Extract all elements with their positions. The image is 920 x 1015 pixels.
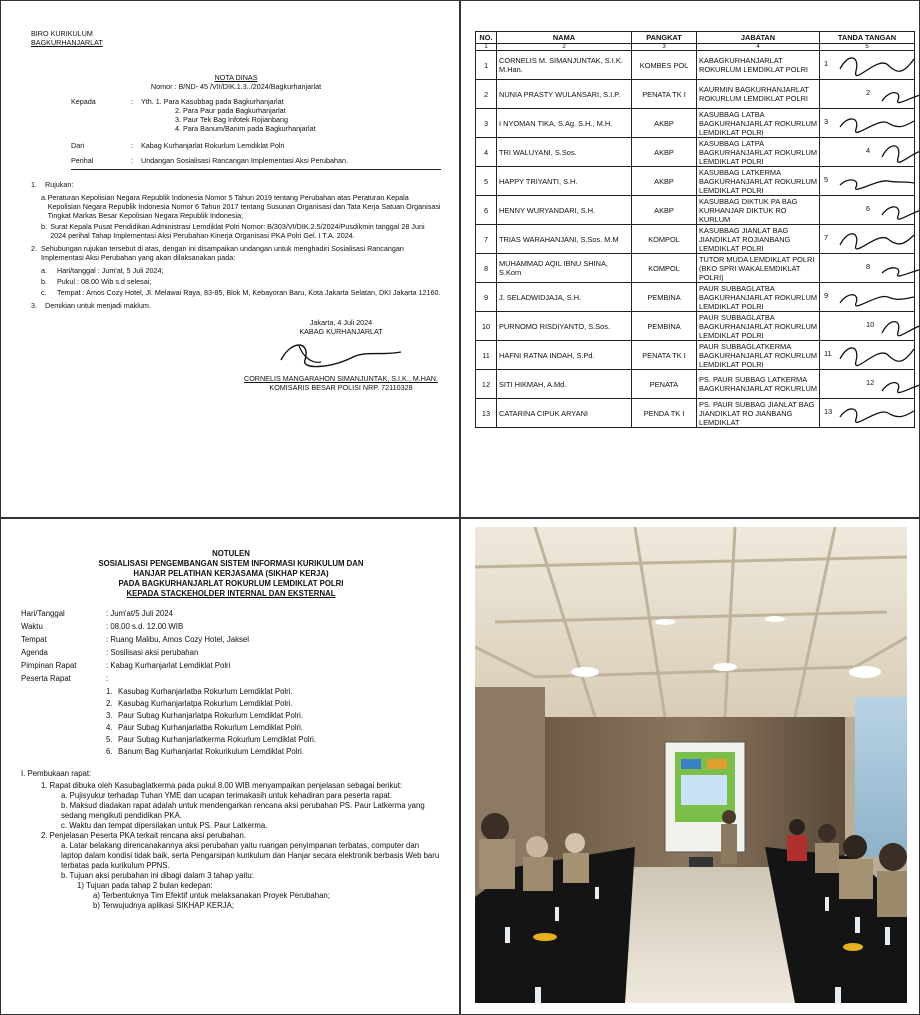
- notulen-s2b1b: b) Terwujudnya aplikasi SIKHAP KERJA;: [93, 901, 234, 910]
- attendance-pangkat: AKBP: [632, 138, 697, 167]
- attendance-jabatan: KASUBBAG LATKERMA BAGKURHANJARLAT ROKURLUM LEMDIKLAT POLRI: [697, 167, 820, 196]
- notulen-panel: [0, 518, 460, 1015]
- memo-perihal-label: Perihal: [71, 156, 94, 165]
- notulen-s1: 1. Rapat dibuka oleh Kasubaglatkerma pada pukul 8.00 WIB menyampaikan penjelasan sebagai berikut:: [41, 781, 403, 790]
- handwritten-signature-icon: [838, 225, 918, 253]
- handwritten-signature-icon: [838, 167, 918, 195]
- notulen-field-value: : Sosilisasi aksi perubahan: [106, 648, 199, 657]
- attendance-row: [476, 51, 915, 80]
- memo-sig-rank: KOMISARIS BESAR POLISI NRP. 72110328: [269, 383, 413, 392]
- attendance-index-row: [476, 44, 915, 51]
- memo-pukul: b. Pukul : 08.00 Wib s.d selesai;: [41, 277, 152, 286]
- handwritten-signature-icon: [880, 80, 920, 108]
- memo-kepada-item: 4. Para Banum/Banim pada Bagkurhanjarlat: [175, 124, 316, 133]
- nota-dinas-panel: [0, 0, 460, 518]
- notulen-field-value: :: [106, 674, 109, 683]
- attendance-row: [476, 283, 915, 312]
- attendance-row: [476, 399, 915, 428]
- notulen-peserta-text: Paur Subag Kurhanjarlatkerma Rokurlum Lemdiklat Polri.: [118, 735, 317, 744]
- nota-dinas: [31, 29, 441, 392]
- handwritten-signature-icon: [838, 109, 918, 137]
- memo-place-date: Jakarta, 4 Juli 2024: [309, 318, 373, 327]
- handwritten-signature-icon: [880, 254, 920, 282]
- attendance-no: 10: [476, 312, 497, 341]
- attendance-row: [476, 254, 915, 283]
- notulen-field: [21, 661, 441, 671]
- notulen-peserta-text: Kasubag Kurhanjarlatba Rokurlum Lemdiklat Polri.: [118, 687, 293, 696]
- attendance-nama: HENNY WURYANDARI, S.H.: [497, 196, 632, 225]
- attendance-signature-cell: [820, 399, 915, 428]
- attendance-nama: PURNOMO RISDIYANTO, S.Sos.: [497, 312, 632, 341]
- notulen-field: [21, 622, 441, 632]
- notulen-peserta-item: [106, 723, 441, 733]
- attendance-signature-cell: [820, 312, 915, 341]
- memo-p3-text: Demikian untuk menjadi maklum.: [45, 301, 151, 310]
- notulen-peserta-number: 1.: [106, 687, 113, 696]
- handwritten-signature-icon: [838, 283, 918, 311]
- memo-rujukan-b: b. Surat Kepala Pusat Pendidikan Administrasi Lemdiklat Polri Nomor: B/303/VI/DIK.2.5/2024/Pusdikmin tanggal 28 Juni 2024 perihal Tahap Implementasi Aksi Perubahan Kinerja Organisasi PKA Polri Gel. I T.A. 2024.: [41, 222, 441, 240]
- notulen-peserta-item: [106, 735, 441, 745]
- memo-perihal: Undangan Sosialisasi Rancangan Implementasi Aksi Perubahan.: [141, 156, 348, 165]
- notulen-peserta-text: Kasubag Kurhanjarlatpa Rokurlum Lemdiklat Polri.: [118, 699, 293, 708]
- attendance-signature-cell: [820, 283, 915, 312]
- memo-kepada-item: 3. Paur Tek Bag Infotek Rojianbang: [175, 115, 288, 124]
- signature-number: 12: [866, 378, 875, 387]
- memo-perihal-row: Perihal : Undangan Sosialisasi Rancangan Implementasi Aksi Perubahan.: [71, 156, 441, 170]
- signature-number: 3: [824, 117, 829, 126]
- memo-sig-title: KABAG KURHANJARLAT: [299, 327, 383, 336]
- handwritten-signature-icon: [880, 196, 920, 224]
- notulen-peserta-item: [106, 747, 441, 757]
- notulen-fields: [21, 609, 441, 684]
- notulen-field-value: : 08.00 s.d. 12.00 WIB: [106, 622, 184, 631]
- attendance-signature-cell: [820, 341, 915, 370]
- notulen-field: [21, 648, 441, 658]
- attendance-nama: HAFNI RATNA INDAH, S.Pd.: [497, 341, 632, 370]
- attendance-panel: [460, 0, 920, 518]
- memo-pukul-text: Pukul : 08.00 Wib s.d selesai;: [57, 277, 152, 286]
- attendance-jabatan: PAUR SUBBAGLATBA BAGKURHANJARLAT ROKURLUM LEMDIKLAT POLRI: [697, 283, 820, 312]
- memo-rujukan-a: a. Peraturan Kepolisian Negara Republik Indonesia Nomor 5 Tahun 2019 tentang Perubahan atas Peraturan Kepala Kepolisian Negara Republik Indonesia Nomor 6 Tahun 2017 tentang Susunan Organisasi dan Tata Kerja Satuan Organisasi Tingkat Markas Besar Kepolisian Negara Republik Indonesia;: [41, 193, 441, 220]
- attendance-no: 12: [476, 370, 497, 399]
- attendance-signature-cell: [820, 167, 915, 196]
- attendance-jabatan: PAUR SUBBAGLATBA BAGKURHANJARLAT ROKURLUM LEMDIKLAT POLRI: [697, 312, 820, 341]
- attendance-pangkat: PEMBINA: [632, 283, 697, 312]
- attendance-nama: HAPPY TRIYANTI, S.H.: [497, 167, 632, 196]
- col-no: NO.: [476, 32, 497, 44]
- attendance-no: 11: [476, 341, 497, 370]
- memo-kepada-item: Yth. 1. Para Kasubbag pada Bagkurhanjarlat: [141, 97, 284, 106]
- attendance-row: [476, 80, 915, 109]
- meeting-photo-panel: [460, 518, 920, 1015]
- notulen-field-label: Pimpinan Rapat: [21, 661, 77, 670]
- notulen-peserta-list: [106, 687, 441, 757]
- handwritten-signature-icon: [838, 399, 918, 427]
- index-cell: 2: [497, 44, 632, 51]
- memo-dari-row: Dari : Kabag Kurhanjarlat Rokurlum Lemdiklat Polri: [71, 141, 441, 150]
- attendance-jabatan: KABAGKURHANJARLAT ROKURLUM LEMDIKLAT POLRI: [697, 51, 820, 80]
- notulen-subtitle-4: KEPADA STACKEHOLDER INTERNAL DAN EKSTERNAL: [126, 589, 336, 598]
- attendance-signature-cell: [820, 80, 915, 109]
- index-cell: 1: [476, 44, 497, 51]
- notulen-peserta-number: 5.: [106, 735, 113, 744]
- memo-kepada-row: Kepada : Yth. 1. Para Kasubbag pada Bagkurhanjarlat 2. Para Paur pada Bagkurhanjarlat 3. Paur Tek Bag Infotek Rojianbang 4. Para Banum/Banim pada Bagkurhanjarlat: [71, 97, 441, 133]
- attendance-jabatan: KASUBBAG JIANLAT BAG JIANDIKLAT ROJIANBANG LEMDIKLAT POLRI: [697, 225, 820, 254]
- attendance-signature-cell: [820, 225, 915, 254]
- attendance-jabatan: PS. PAUR SUBBAG JIANLAT BAG JIANDIKLAT RO JIANBANG LEMDIKLAT: [697, 399, 820, 428]
- notulen-peserta-text: Paur Subag Kurhanjarlatpa Rokurlum Lemdiklat Polri.: [118, 711, 304, 720]
- index-cell: 5: [820, 44, 915, 51]
- attendance-signature-cell: [820, 196, 915, 225]
- attendance-jabatan: KASUBBAG DIKTUK PA BAG KURHANJAR DIKTUK RO KURLUM: [697, 196, 820, 225]
- col-nama: NAMA: [497, 32, 632, 44]
- notulen-peserta-number: 4.: [106, 723, 113, 732]
- attendance-row: [476, 312, 915, 341]
- attendance-pangkat: KOMPOL: [632, 254, 697, 283]
- signature-number: 6: [866, 204, 871, 213]
- memo-hari: a. Hari/tanggal : Jum'at, 5 Juli 2024;: [41, 266, 164, 275]
- attendance-nama: J. SELADWIDJAJA, S.H.: [497, 283, 632, 312]
- memo-rujukan-a-text: Peraturan Kepolisian Negara Republik Indonesia Nomor 5 Tahun 2019 tentang Perubahan atas Peraturan Kepala Kepolisian Negara Republik Indonesia Nomor 6 Tahun 2017 tentang Susunan Organisasi dan Tata Kerja Satuan Organisasi Tingkat Markas Besar Kepolisian Negara Republik Indonesia;: [47, 193, 441, 220]
- attendance-row: [476, 167, 915, 196]
- memo-rujukan-b-text: Surat Kepala Pusat Pendidikan Administrasi Lemdiklat Polri Nomor: B/303/VI/DIK.2.5/2024/Pusdikmin tanggal 28 Juni 2024 perihal Tahap Implementasi Aksi Perubahan Kinerja Organisasi PKA Polri Gel. I T.A. 2024.: [50, 222, 425, 240]
- notulen-title: NOTULEN: [212, 549, 250, 558]
- attendance-row: [476, 196, 915, 225]
- signature-number: 10: [866, 320, 875, 329]
- notulen-field-value: : Jum'at/5 Juli 2024: [106, 609, 173, 618]
- handwritten-signature-icon: [880, 370, 920, 398]
- attendance-row: [476, 138, 915, 167]
- notulen-peserta-number: 3.: [106, 711, 113, 720]
- attendance-table: [475, 31, 915, 428]
- attendance-jabatan: PS. PAUR SUBBAG LATKERMA BAGKURHANJARLAT ROKURLUM: [697, 370, 820, 399]
- attendance-signature-cell: [820, 51, 915, 80]
- notulen-subtitle-1: SOSIALISASI PENGEMBANGAN SISTEM INFORMASI KURIKULUM DAN: [98, 559, 364, 568]
- attendance-no: 9: [476, 283, 497, 312]
- notulen-field-label: Agenda: [21, 648, 48, 657]
- attendance-nama: TRI WALUYANI, S.Sos.: [497, 138, 632, 167]
- notulen-field: [21, 674, 441, 684]
- attendance-pangkat: PENATA TK I: [632, 80, 697, 109]
- memo-header-line2: BAGKURHANJARLAT: [31, 38, 103, 47]
- memo-header-line1: BIRO KURIKULUM: [31, 29, 93, 38]
- notulen-sec1: I. Pembukaan rapat:: [21, 769, 92, 778]
- attendance-pangkat: AKBP: [632, 196, 697, 225]
- notulen-field-value: : Kabag Kurhanjarlat Lemdiklat Polri: [106, 661, 231, 670]
- attendance-nama: CATARINA CIPUK ARYANI: [497, 399, 632, 428]
- col-ttd: TANDA TANGAN: [820, 32, 915, 44]
- signature-number: 5: [824, 175, 829, 184]
- notulen-s2b: b. Tujuan aksi perubahan ini dibagi dalam 3 tahap yaitu:: [61, 871, 254, 880]
- notulen: [21, 549, 441, 911]
- notulen-s1a: a. Pujisyukur terhadap Tuhan YME dan ucapan terimakasih untuk kehadiran para peserta rapat.: [61, 791, 392, 800]
- attendance-signature-cell: [820, 138, 915, 167]
- attendance-nama: NUNIA PRASTY WULANSARI, S.I.P.: [497, 80, 632, 109]
- attendance-no: 1: [476, 51, 497, 80]
- attendance-pangkat: AKBP: [632, 167, 697, 196]
- attendance-pangkat: PENATA: [632, 370, 697, 399]
- attendance-header-row: [476, 32, 915, 44]
- notulen-field: [21, 609, 441, 619]
- notulen-s1b: b. Maksud diadakan rapat adalah untuk mendengarkan rencana aksi perubahan PS. Paur Latkerma yang sedang mengikuti pendidikan PKA.: [61, 801, 425, 820]
- attendance-nama: MUHAMMAD AQIL IBNU SHINA, S.Kom: [497, 254, 632, 283]
- signature-number: 13: [824, 407, 833, 416]
- memo-dari: Kabag Kurhanjarlat Rokurlum Lemdiklat Polri: [141, 141, 285, 150]
- attendance-jabatan: KAURMIN BAGKURHANJARLAT ROKURLUM LEMDIKLAT POLRI: [697, 80, 820, 109]
- attendance-signature-cell: [820, 109, 915, 138]
- handwritten-signature-icon: [880, 312, 920, 340]
- notulen-field-label: Waktu: [21, 622, 43, 631]
- memo-signature-block: [231, 318, 451, 392]
- signature-number: 8: [866, 262, 871, 271]
- attendance-pangkat: PENDA TK I: [632, 399, 697, 428]
- notulen-s1c: c. Waktu dan tempat dipersilakan untuk PS. Paur Latkerma.: [61, 821, 268, 830]
- signature-number: 7: [824, 233, 829, 242]
- memo-point-2: 2. Sehubungan rujukan tersebut di atas, dengan ini disampaikan undangan untuk menghadiri Sosialisasi Rancangan Implementasi Aksi Perubahan yang akan dilaksanakan pada:: [31, 244, 441, 262]
- memo-rujukan-title: Rujukan:: [45, 180, 74, 189]
- notulen-peserta-text: Paur Subag Kurhanjarlatba Rokurlum Lemdiklat Polri.: [118, 723, 304, 732]
- memo-sig-name: CORNELIS MANGARAHON SIMANJUNTAK, S.I.K., M.HAN.: [244, 374, 438, 383]
- notulen-field-label: Tempat: [21, 635, 47, 644]
- projector: [689, 857, 713, 867]
- attendance-jabatan: TUTOR MUDA LEMDIKLAT POLRI (BKO SPRI WAKALEMDIKLAT POLRI): [697, 254, 820, 283]
- memo-point-1: 1. Rujukan:: [31, 180, 74, 189]
- attendance-no: 2: [476, 80, 497, 109]
- notulen-peserta-item: [106, 711, 441, 721]
- notulen-field-value: : Ruang Malibu, Amos Cozy Hotel, Jaksel: [106, 635, 250, 644]
- attendance-no: 4: [476, 138, 497, 167]
- attendance-row: [476, 370, 915, 399]
- attendance-nama: TRIAS WARAHANJANI, S.Sos. M.M: [497, 225, 632, 254]
- memo-point-3: 3. Demikian untuk menjadi maklum.: [31, 301, 151, 310]
- attendance-pangkat: PENATA TK I: [632, 341, 697, 370]
- wall-mural: [855, 697, 907, 857]
- notulen-s2a: a. Latar belakang direncanakannya aksi perubahan yaitu ruangan penyimpanan terbatas, computer dan laptop dalam kondisi tidak baik, serta Pengarsipan kurikulum dan Hanjar secara elektronik berbasis Web baru terbatas pada kurikulum PPNS.: [61, 841, 440, 870]
- handwritten-signature-icon: [880, 138, 920, 166]
- index-cell: 3: [632, 44, 697, 51]
- memo-title: NOTA DINAS: [214, 73, 258, 82]
- notulen-field-label: Peserta Rapat: [21, 674, 71, 683]
- handwritten-signature-icon: [271, 338, 411, 372]
- attendance-pangkat: KOMPOL: [632, 225, 697, 254]
- attendance-nama: SITI HIKMAH, A.Md.: [497, 370, 632, 399]
- memo-tempat-text: Tempat : Amos Cozy Hotel, Jl. Melawai Raya, 83-85, Blok M, Kebayoran Baru, Kota Jakarta Selatan, DKI Jakarta 12160.: [57, 288, 441, 297]
- notulen-field-label: Hari/Tanggal: [21, 609, 65, 618]
- attendance-row: [476, 109, 915, 138]
- attendance-no: 13: [476, 399, 497, 428]
- index-cell: 4: [697, 44, 820, 51]
- attendance-no: 7: [476, 225, 497, 254]
- handwritten-signature-icon: [838, 51, 918, 79]
- notulen-subtitle-3: PADA BAGKURHANJARLAT ROKURLUM LEMDIKLAT POLRI: [118, 579, 344, 588]
- handwritten-signature-icon: [838, 341, 918, 369]
- memo-p2-text: Sehubungan rujukan tersebut di atas, dengan ini disampaikan undangan untuk menghadiri Sosialisasi Rancangan Implementasi Aksi Perubahan yang akan dilaksanakan pada:: [41, 244, 404, 262]
- memo-dari-label: Dari: [71, 141, 85, 150]
- memo-kepada-item: 2. Para Paur pada Bagkurhanjarlat: [175, 106, 286, 115]
- signature-number: 11: [824, 349, 832, 358]
- notulen-s2b1a: a) Terbentuknya Tim Efektif untuk melaksanakan Proyek Perubahan;: [93, 891, 330, 900]
- notulen-subtitle-2: HANJAR PELATIHAN KERJASAMA (SIKHAP KERJA): [133, 569, 329, 578]
- attendance-nama: CORNELIS M. SIMANJUNTAK, S.I.K. M.Han.: [497, 51, 632, 80]
- notulen-peserta-number: 6.: [106, 747, 113, 756]
- notulen-peserta-text: Banum Bag Kurhanjarlat Rokurikulum Lemdiklat Polri.: [118, 747, 304, 756]
- memo-kepada-label: Kepada: [71, 97, 96, 106]
- notulen-peserta-item: [106, 687, 441, 697]
- attendance-signature-cell: [820, 254, 915, 283]
- attendance-no: 5: [476, 167, 497, 196]
- attendance-row: [476, 341, 915, 370]
- attendance-signature-cell: [820, 370, 915, 399]
- memo-tempat: c. Tempat : Amos Cozy Hotel, Jl. Melawai Raya, 83-85, Blok M, Kebayoran Baru, Kota Jakarta Selatan, DKI Jakarta 12160.: [41, 288, 441, 297]
- attendance-jabatan: KASUBBAG LATBA BAGKURHANJARLAT ROKURLUM LEMDIKLAT POLRI: [697, 109, 820, 138]
- signature-number: 1: [824, 59, 829, 68]
- col-jabatan: JABATAN: [697, 32, 820, 44]
- notulen-s2: 2. Penjelasan Peserta PKA terkait rencana aksi perubahan.: [41, 831, 247, 840]
- memo-nomor: Nomor : B/ND- 45 /VII/DIK.1.3../2024/Bagkurhanjarlat: [150, 82, 322, 91]
- attendance-pangkat: KOMBES POL: [632, 51, 697, 80]
- notulen-peserta-item: [106, 699, 441, 709]
- attendance-no: 6: [476, 196, 497, 225]
- attendance-no: 8: [476, 254, 497, 283]
- attendance-row: [476, 225, 915, 254]
- attendance-pangkat: AKBP: [632, 109, 697, 138]
- attendance-body: [476, 51, 915, 428]
- attendance-jabatan: PAUR SUBBAGLATKERMA BAGKURHANJARLAT ROKURLUM LEMDIKLAT POLRI: [697, 341, 820, 370]
- attendance-pangkat: PEMBINA: [632, 312, 697, 341]
- col-pangkat: PANGKAT: [632, 32, 697, 44]
- memo-hari-text: Hari/tanggal : Jum'at, 5 Juli 2024;: [57, 266, 164, 275]
- signature-number: 4: [866, 146, 871, 155]
- attendance-no: 3: [476, 109, 497, 138]
- signature-number: 2: [866, 88, 871, 97]
- notulen-peserta-number: 2.: [106, 699, 113, 708]
- attendance-nama: I NYOMAN TIKA, S.Ag. S.H., M.H.: [497, 109, 632, 138]
- meeting-room-photo: [475, 527, 907, 1003]
- notulen-s2b1: 1) Tujuan pada tahap 2 bulan kedepan:: [77, 881, 213, 890]
- attendance-jabatan: KASUBBAG LATPA BAGKURHANJARLAT ROKURLUM LEMDIKLAT POLRI: [697, 138, 820, 167]
- notulen-field: [21, 635, 441, 645]
- signature-number: 9: [824, 291, 829, 300]
